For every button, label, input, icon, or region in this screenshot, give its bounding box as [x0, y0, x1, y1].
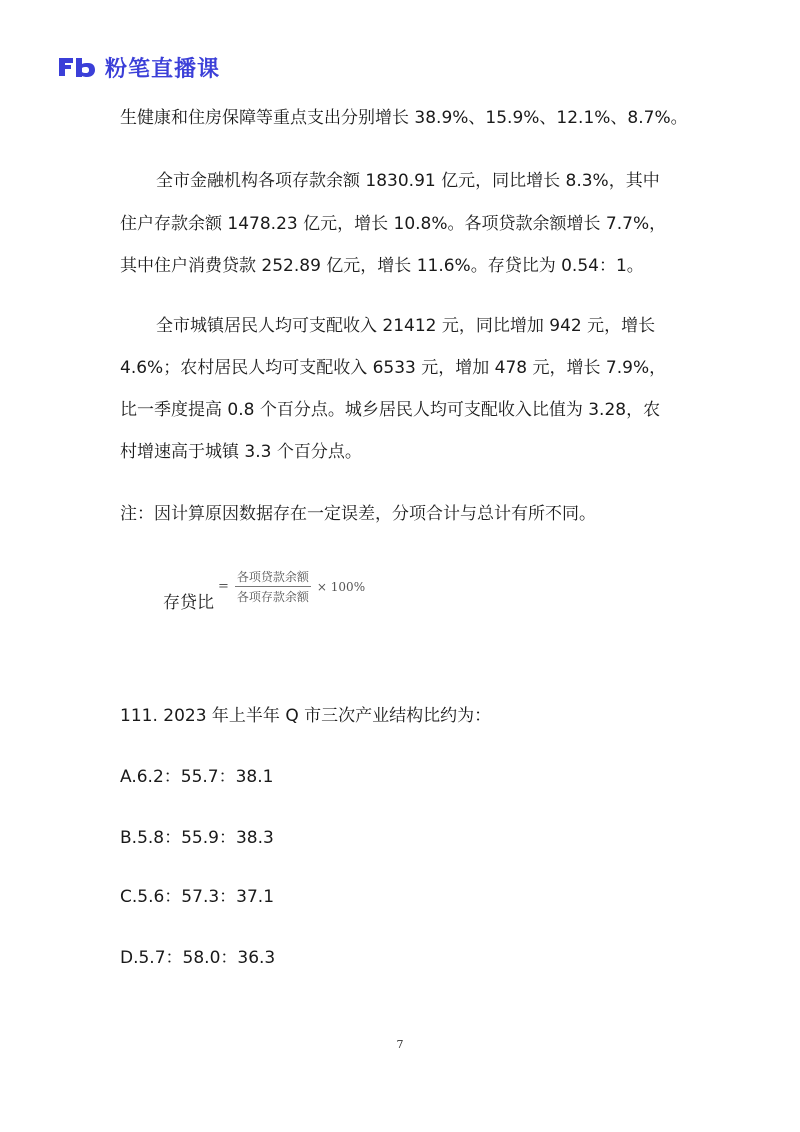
formula-equals: = [218, 579, 229, 594]
loan-deposit-ratio-formula [163, 560, 365, 613]
paragraph-line: 住户存款余额 1478.23 亿元，增长 10.8%。各项贷款余额增长 7.7%， [120, 214, 667, 234]
brand-header [57, 50, 220, 84]
note-text: 注：因计算原因数据存在一定误差，分项合计与总计有所不同。 [120, 504, 596, 524]
paragraph-line: 比一季度提高 0.8 个百分点。城乡居民人均可支配收入比值为 3.28，农 [120, 400, 661, 420]
paragraph-line: 全市金融机构各项存款余额 1830.91 亿元，同比增长 8.3%，其中 [156, 171, 660, 191]
option-c: C.5.6：57.3：37.1 [120, 887, 275, 907]
paragraph-line: 全市城镇居民人均可支配收入 21412 元，同比增加 942 元，增长 [156, 316, 656, 336]
brand-text: 粉笔直播课 [105, 56, 221, 82]
formula-fraction [235, 568, 311, 605]
option-d: D.5.7：58.0：36.3 [120, 948, 276, 968]
formula-multiplier: × 100% [316, 579, 366, 594]
page-number: 7 [396, 1038, 404, 1051]
paragraph-line: 生健康和住房保障等重点支出分别增长 38.9%、15.9%、12.1%、8.7%。 [120, 108, 688, 128]
paragraph-line: 村增速高于城镇 3.3 个百分点。 [120, 442, 362, 462]
formula-label: 存贷比 [163, 593, 214, 613]
option-b: B.5.8：55.9：38.3 [120, 828, 274, 848]
formula-denominator: 各项存款余额 [236, 590, 309, 604]
paragraph-line: 4.6%；农村居民人均可支配收入 6533 元，增加 478 元，增长 7.9%， [120, 358, 667, 378]
formula-numerator: 各项贷款余额 [235, 568, 311, 587]
question-stem: 111. 2023 年上半年 Q 市三次产业结构比约为： [120, 706, 492, 726]
fenbi-logo-icon [57, 56, 97, 78]
paragraph-line: 其中住户消费贷款 252.89 亿元，增长 11.6%。存贷比为 0.54：1。 [120, 256, 644, 276]
option-a: A.6.2：55.7：38.1 [120, 767, 274, 787]
